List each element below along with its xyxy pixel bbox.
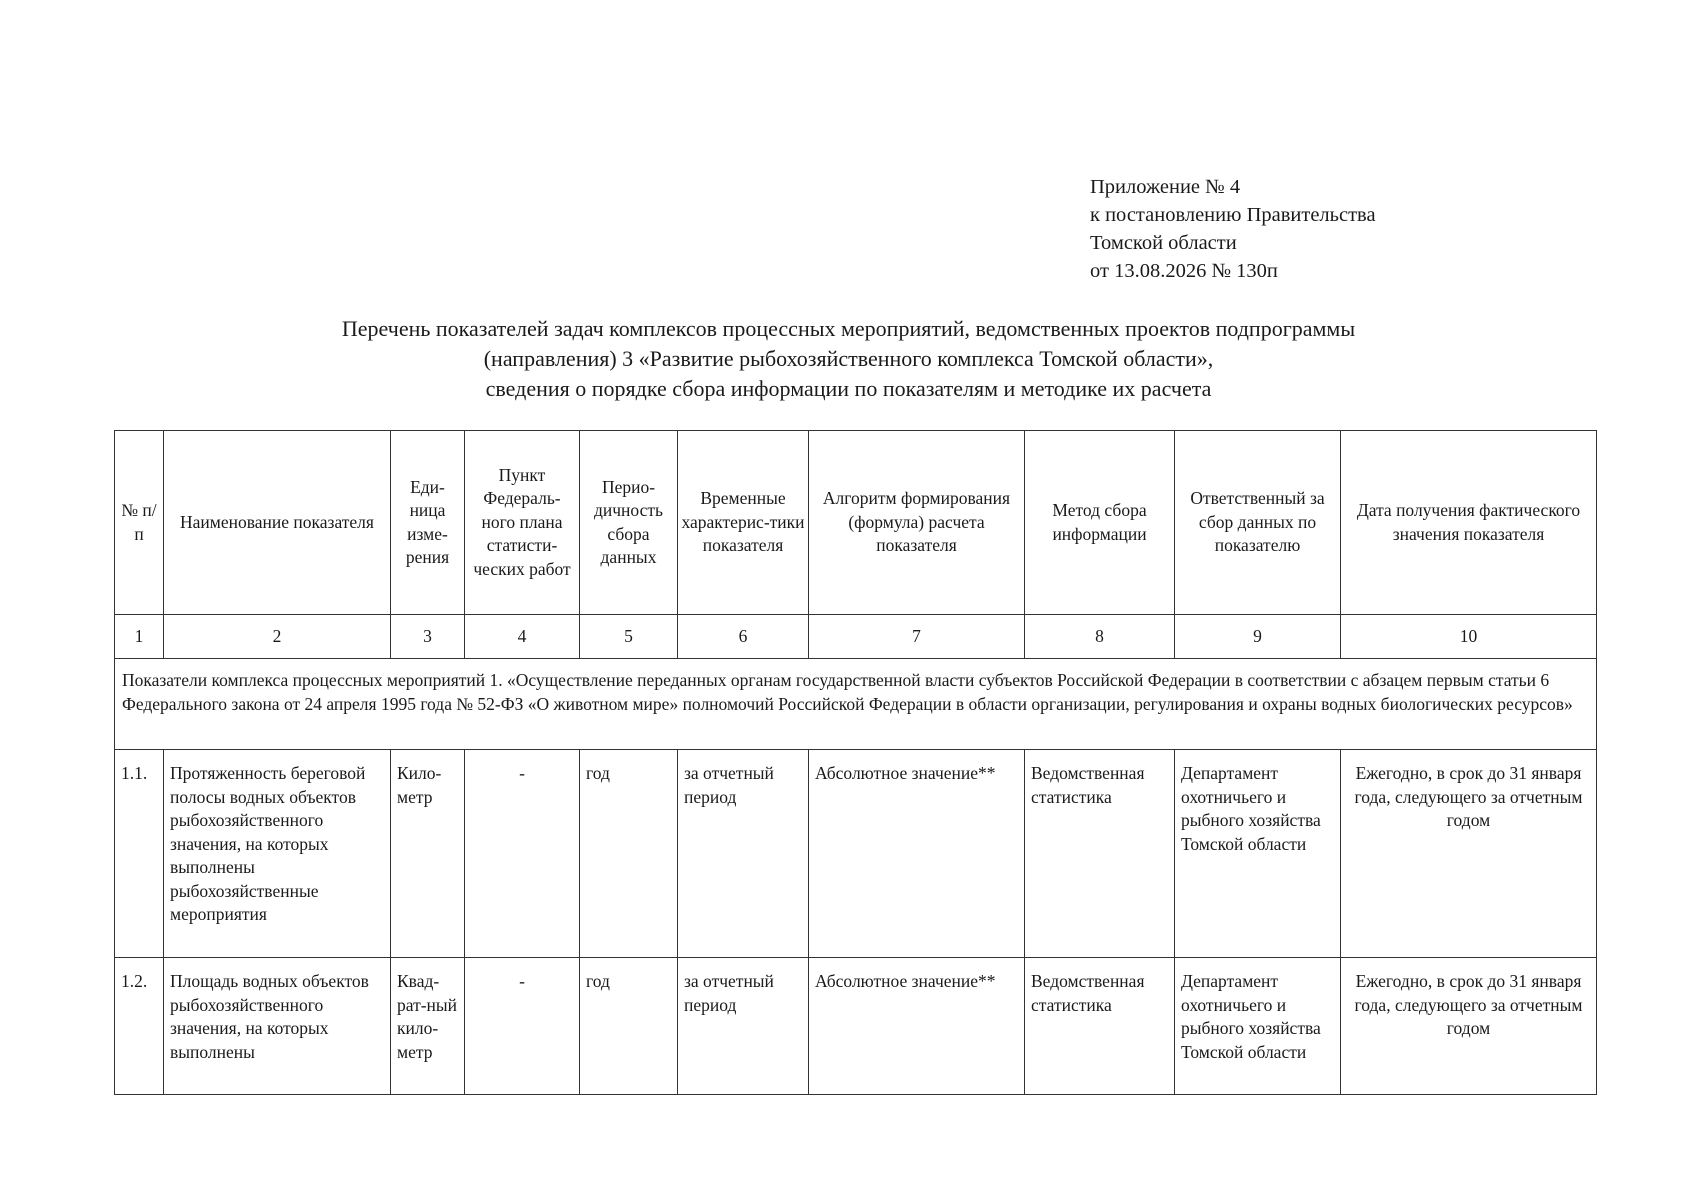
row-number: 1.2. [115,958,164,1095]
date-cell: Ежегодно, в срок до 31 января года, следующего за отчетным годом [1341,750,1597,958]
column-number: 7 [809,615,1025,659]
header-cell: № п/п [115,431,164,615]
column-number-row [115,615,1597,659]
column-number: 3 [391,615,465,659]
column-number: 6 [678,615,809,659]
responsible-cell: Департамент охотничьего и рыбного хозяйства Томской области [1175,958,1341,1095]
header-cell: Пункт Федераль-ного плана статисти-ческих работ [465,431,580,615]
time-cell: за отчетный период [678,958,809,1095]
header-cell: Перио-дичность сбора данных [580,431,678,615]
title-line: (направления) 3 «Развитие рыбохозяйственного комплекса Томской области», [483,346,1214,371]
header-cell: Метод сбора информации [1025,431,1175,615]
header-cell: Наименование показателя [164,431,391,615]
indicators-table [114,430,1597,1095]
periodicity-cell: год [580,750,678,958]
column-number: 1 [115,615,164,659]
header-cell: Дата получения фактического значения показателя [1341,431,1597,615]
document-title [0,314,1697,404]
table-row [115,958,1597,1095]
date-cell: Ежегодно, в срок до 31 января года, следующего за отчетным годом [1341,958,1597,1095]
header-row [115,431,1597,615]
column-number: 2 [164,615,391,659]
responsible-cell: Департамент охотничьего и рыбного хозяйства Томской области [1175,750,1341,958]
row-number: 1.1. [115,750,164,958]
table-row [115,750,1597,958]
method-cell: Ведомственная статистика [1025,958,1175,1095]
section-heading: Показатели комплекса процессных мероприятий 1. «Осуществление переданных органам государственной власти субъектов Российской Федерации в соответствии с абзацем первым статьи 6 Федерального закона от 24 апреля 1995 года № 52-ФЗ «О животном мире» полномочий Российской Федерации в области организации, регулирования и охраны водных биологических ресурсов» [115,659,1597,750]
plan-item-cell: - [465,958,580,1095]
indicator-name: Протяженность береговой полосы водных объектов рыбохозяйственного значения, на которых выполнены рыбохозяйственные мероприятия [164,750,391,958]
column-number: 10 [1341,615,1597,659]
appendix-block [1090,173,1376,285]
header-cell: Ответственный за сбор данных по показателю [1175,431,1341,615]
title-line: Перечень показателей задач комплексов процессных мероприятий, ведомственных проектов подпрограммы [341,316,1356,341]
appendix-line: от 13.08.2026 № 130п [1090,260,1278,282]
indicator-name: Площадь водных объектов рыбохозяйственного значения, на которых выполнены [164,958,391,1095]
method-cell: Ведомственная статистика [1025,750,1175,958]
appendix-line: к постановлению Правительства [1090,204,1376,226]
title-line: сведения о порядке сбора информации по показателям и методике их расчета [485,376,1212,401]
column-number: 4 [465,615,580,659]
appendix-line: Томской области [1090,232,1237,254]
plan-item-cell: - [465,750,580,958]
unit-cell: Квад-рат-ный кило-метр [391,958,465,1095]
algorithm-cell: Абсолютное значение** [809,750,1025,958]
column-number: 8 [1025,615,1175,659]
section-row [115,659,1597,750]
algorithm-cell: Абсолютное значение** [809,958,1025,1095]
header-cell: Алгоритм формирования (формула) расчета показателя [809,431,1025,615]
header-cell: Временные характерис-тики показателя [678,431,809,615]
column-number: 5 [580,615,678,659]
appendix-line: Приложение № 4 [1090,176,1241,198]
unit-cell: Кило-метр [391,750,465,958]
header-cell: Еди-ница изме-рения [391,431,465,615]
time-cell: за отчетный период [678,750,809,958]
column-number: 9 [1175,615,1341,659]
periodicity-cell: год [580,958,678,1095]
